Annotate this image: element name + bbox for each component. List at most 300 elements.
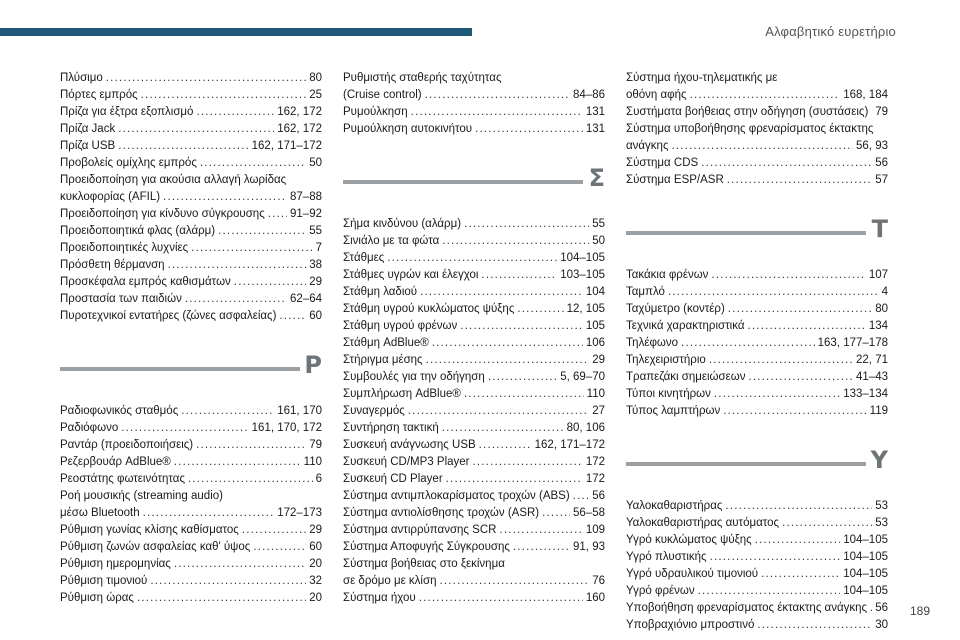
entry-term: Στήριγμα μέσης bbox=[343, 354, 423, 366]
dot-leader bbox=[279, 308, 306, 325]
entry-term: κυκλοφορίας (AFIL) bbox=[60, 191, 161, 203]
entry-page-ref: 163, 177–178 bbox=[817, 337, 888, 349]
index-entry bbox=[60, 291, 322, 308]
index-entry-continued: Προειδοποίηση για ακούσια αλλαγή λωρίδας bbox=[60, 174, 287, 186]
entry-page-ref: 91, 93 bbox=[573, 541, 605, 553]
section-bar bbox=[626, 462, 866, 466]
entry-page-ref: 119 bbox=[869, 405, 888, 417]
entry-term: Σύστημα αντιμπλοκαρίσματος τροχών (ABS) bbox=[343, 490, 570, 502]
index-entry bbox=[60, 308, 322, 325]
entry-list bbox=[60, 70, 322, 325]
index-entry bbox=[60, 454, 322, 471]
dot-leader bbox=[755, 532, 841, 549]
dot-leader bbox=[728, 301, 872, 318]
entry-term: Ραντάρ (προειδοποιήσεις) bbox=[60, 439, 194, 451]
dot-leader bbox=[411, 104, 583, 121]
dot-leader bbox=[488, 369, 557, 386]
index-entry-continued: Σύστημα βοήθειας στο ξεκίνημα bbox=[343, 558, 505, 570]
dot-leader bbox=[200, 155, 306, 172]
entry-term: Στάθμη υγρού φρένων bbox=[343, 320, 458, 332]
entry-page-ref: 162, 171–172 bbox=[534, 439, 605, 451]
dot-leader bbox=[473, 454, 583, 471]
index-entry bbox=[343, 505, 605, 522]
entry-term: Πρίζα USB bbox=[60, 140, 116, 152]
entry-term: Ρύθμιση τιμονιού bbox=[60, 575, 148, 587]
entry-page-ref: 56 bbox=[875, 157, 888, 169]
entry-term: Πρόσθετη θέρμανση bbox=[60, 259, 165, 271]
index-entry bbox=[343, 369, 605, 386]
dot-leader bbox=[168, 257, 307, 274]
entry-term: Σύστημα ESP/ASR bbox=[626, 174, 724, 186]
entry-page-ref: 172 bbox=[585, 473, 605, 485]
entry-term: Τραπεζάκι σημειώσεων bbox=[626, 371, 746, 383]
index-entry bbox=[343, 386, 605, 403]
index-entry bbox=[626, 549, 888, 566]
index-entry bbox=[343, 216, 605, 233]
index-entry bbox=[343, 267, 605, 284]
dot-leader bbox=[761, 566, 840, 583]
dot-leader bbox=[517, 301, 563, 318]
entry-page-ref: 91–92 bbox=[290, 208, 322, 220]
section-bar bbox=[343, 180, 583, 184]
page-header-title: Αλφαβητικό ευρετήριο bbox=[765, 24, 896, 39]
dot-leader bbox=[542, 505, 570, 522]
index-entry bbox=[60, 87, 322, 104]
entry-term: Ταχύμετρο (κοντέρ) bbox=[626, 303, 725, 315]
index-entry bbox=[626, 498, 888, 515]
index-entry bbox=[60, 155, 322, 172]
entry-term: Ρυμούλκηση αυτοκινήτου bbox=[343, 123, 473, 135]
dot-leader bbox=[442, 420, 564, 437]
index-entry bbox=[60, 223, 322, 240]
entry-term: Τηλεχειριστήριο bbox=[626, 354, 706, 366]
index-entry bbox=[343, 454, 605, 471]
entry-page-ref: 106 bbox=[585, 337, 605, 349]
entry-term: (Cruise control) bbox=[343, 89, 422, 101]
index-entry bbox=[626, 617, 888, 634]
index-entry bbox=[60, 240, 322, 257]
dot-leader bbox=[714, 386, 840, 403]
entry-page-ref: 56–58 bbox=[573, 507, 605, 519]
entry-list bbox=[626, 267, 888, 420]
dot-leader bbox=[513, 539, 570, 556]
entry-term: Υγρό κυκλώματος ψύξης bbox=[626, 534, 752, 546]
index-entry bbox=[60, 420, 322, 437]
entry-page-ref: 162, 172 bbox=[277, 106, 322, 118]
entry-term: Συσκευή CD/MP3 Player bbox=[343, 456, 470, 468]
dot-leader bbox=[782, 515, 872, 532]
entry-page-ref: 50 bbox=[309, 157, 322, 169]
dot-leader bbox=[121, 420, 248, 437]
entry-page-ref: 104–105 bbox=[843, 585, 888, 597]
entry-term: Τεχνικά χαρακτηριστικά bbox=[626, 320, 745, 332]
entry-term: Ρύθμιση ημερομηνίας bbox=[60, 558, 171, 570]
index-entry bbox=[60, 539, 322, 556]
index-entry bbox=[343, 301, 605, 318]
index-entry-continued: Σύστημα υποβοήθησης φρεναρίσματος έκτακτης bbox=[626, 123, 874, 135]
section-divider bbox=[626, 436, 888, 498]
entry-term: Υαλοκαθαριστήρας bbox=[626, 500, 723, 512]
entry-page-ref: 131 bbox=[585, 123, 605, 135]
entry-page-ref: 110 bbox=[586, 388, 605, 400]
entry-page-ref: 56 bbox=[592, 490, 605, 502]
index-entry bbox=[60, 104, 322, 121]
entry-page-ref: 162, 172 bbox=[277, 123, 322, 135]
dot-leader bbox=[748, 318, 866, 335]
dot-leader bbox=[481, 267, 557, 284]
entry-term: Προβολείς ομίχλης εμπρός bbox=[60, 157, 197, 169]
index-entry bbox=[60, 573, 322, 590]
entry-term: οθόνη αφής bbox=[626, 89, 687, 101]
dot-leader bbox=[475, 121, 583, 138]
entry-term: Ρύθμιση ζωνών ασφαλείας καθ' ύψος bbox=[60, 541, 251, 553]
index-entry bbox=[626, 403, 888, 420]
entry-page-ref: 56, 93 bbox=[856, 140, 888, 152]
entry-page-ref: 79 bbox=[309, 439, 322, 451]
dot-leader bbox=[242, 522, 306, 539]
dot-leader bbox=[499, 522, 582, 539]
entry-term: Προειδοποιητικές λυχνίες bbox=[60, 242, 189, 254]
index-column-2 bbox=[343, 70, 605, 607]
index-entry bbox=[60, 121, 322, 138]
dot-leader bbox=[188, 471, 313, 488]
index-entry bbox=[60, 138, 322, 155]
entry-term: Σύστημα Αποφυγής Σύγκρουσης bbox=[343, 541, 510, 553]
entry-term: Συστήματα βοήθειας στην οδήγηση (συστάσεις) bbox=[626, 106, 869, 118]
dot-leader bbox=[681, 335, 815, 352]
entry-page-ref: 5, 69–70 bbox=[560, 371, 605, 383]
entry-page-ref: 104–105 bbox=[560, 252, 605, 264]
entry-page-ref: 84–86 bbox=[573, 89, 605, 101]
dot-leader bbox=[143, 505, 275, 522]
dot-leader bbox=[253, 539, 306, 556]
entry-term: Ρύθμιση ώρας bbox=[60, 592, 134, 604]
entry-term: Στάθμη υγρού κυκλώματος ψύξης bbox=[343, 303, 515, 315]
entry-page-ref: 80 bbox=[309, 72, 322, 84]
entry-page-ref: 27 bbox=[592, 405, 605, 417]
entry-term: Σύστημα αντιρρύπανσης SCR bbox=[343, 524, 497, 536]
section-letter: Τ bbox=[871, 215, 888, 243]
index-entry bbox=[60, 257, 322, 274]
entry-page-ref: 80 bbox=[875, 303, 888, 315]
entry-page-ref: 131 bbox=[585, 106, 605, 118]
index-entry bbox=[626, 155, 888, 172]
entry-term: Σύστημα ήχου bbox=[343, 592, 416, 604]
entry-term: Σήμα κινδύνου (αλάρμ) bbox=[343, 218, 462, 230]
entry-page-ref: 53 bbox=[875, 517, 888, 529]
entry-page-ref: 25 bbox=[309, 89, 322, 101]
entry-page-ref: 41–43 bbox=[856, 371, 888, 383]
index-entry bbox=[60, 274, 322, 291]
entry-list bbox=[343, 216, 605, 607]
index-entry bbox=[60, 522, 322, 539]
entry-term: Σύστημα αντιολίσθησης τροχών (ASR) bbox=[343, 507, 540, 519]
index-entry bbox=[626, 335, 888, 352]
index-entry bbox=[626, 267, 888, 284]
dot-leader bbox=[442, 233, 589, 250]
entry-term: Ρεοστάτης φωτεινότητας bbox=[60, 473, 185, 485]
section-divider bbox=[626, 205, 888, 267]
entry-page-ref: 104–105 bbox=[843, 551, 888, 563]
dot-leader bbox=[710, 549, 841, 566]
section-bar bbox=[60, 367, 300, 371]
entry-term: Συναγερμός bbox=[343, 405, 405, 417]
entry-term: Σύστημα CDS bbox=[626, 157, 699, 169]
entry-page-ref: 53 bbox=[875, 500, 888, 512]
entry-term: μέσω Bluetooth bbox=[60, 507, 140, 519]
index-entry bbox=[626, 566, 888, 583]
dot-leader bbox=[174, 556, 306, 573]
index-entry bbox=[343, 284, 605, 301]
entry-term: Πρίζα για έξτρα εξοπλισμό bbox=[60, 106, 194, 118]
index-entry bbox=[343, 352, 605, 369]
index-entry bbox=[60, 437, 322, 454]
entry-list bbox=[626, 70, 888, 189]
entry-term: Πρίζα Jack bbox=[60, 123, 116, 135]
dot-leader bbox=[690, 87, 841, 104]
entry-page-ref: 172 bbox=[585, 456, 605, 468]
entry-list bbox=[60, 403, 322, 607]
entry-term: Προειδοποίηση για κίνδυνο σύγκρουσης bbox=[60, 208, 265, 220]
entry-page-ref: 76 bbox=[592, 575, 605, 587]
entry-term: Ραδιοφωνικός σταθμός bbox=[60, 405, 179, 417]
entry-term: Ρεζερβουάρ AdBlue® bbox=[60, 456, 171, 468]
dot-leader bbox=[408, 403, 589, 420]
index-entry bbox=[626, 352, 888, 369]
dot-leader bbox=[196, 104, 274, 121]
index-entry bbox=[626, 583, 888, 600]
entry-page-ref: 56 bbox=[875, 602, 888, 614]
dot-leader bbox=[725, 498, 872, 515]
dot-leader bbox=[701, 155, 872, 172]
index-entry bbox=[343, 250, 605, 267]
dot-leader bbox=[181, 403, 274, 420]
entry-page-ref: 20 bbox=[309, 592, 322, 604]
entry-page-ref: 104 bbox=[585, 286, 605, 298]
entry-page-ref: 60 bbox=[309, 541, 322, 553]
entry-term: Στάθμη AdBlue® bbox=[343, 337, 429, 349]
entry-page-ref: 20 bbox=[309, 558, 322, 570]
entry-page-ref: 22, 71 bbox=[856, 354, 888, 366]
index-entry bbox=[626, 301, 888, 318]
entry-page-ref: 7 bbox=[315, 242, 322, 254]
entry-term: Στάθμη λαδιού bbox=[343, 286, 418, 298]
dot-leader bbox=[723, 403, 866, 420]
entry-page-ref: 105 bbox=[585, 320, 605, 332]
entry-page-ref: 50 bbox=[592, 235, 605, 247]
entry-term: Σινιάλο με τα φώτα bbox=[343, 235, 440, 247]
entry-term: Συμβουλές για την οδήγηση bbox=[343, 371, 485, 383]
dot-leader bbox=[439, 573, 589, 590]
dot-leader bbox=[460, 318, 583, 335]
section-letter: Υ bbox=[870, 446, 888, 474]
entry-page-ref: 79 bbox=[875, 106, 888, 118]
index-entry bbox=[343, 573, 605, 590]
dot-leader bbox=[711, 267, 865, 284]
dot-leader bbox=[174, 454, 301, 471]
section-letter: Σ bbox=[588, 164, 605, 192]
index-entry bbox=[60, 70, 322, 87]
index-entry bbox=[343, 318, 605, 335]
index-entry bbox=[343, 522, 605, 539]
dot-leader bbox=[748, 369, 853, 386]
entry-page-ref: 161, 170 bbox=[277, 405, 322, 417]
entry-page-ref: 109 bbox=[585, 524, 605, 536]
dot-leader bbox=[479, 437, 532, 454]
dot-leader bbox=[234, 274, 306, 291]
dot-leader bbox=[672, 138, 854, 155]
dot-leader bbox=[137, 590, 306, 607]
entry-page-ref: 32 bbox=[309, 575, 322, 587]
dot-leader bbox=[196, 437, 306, 454]
entry-page-ref: 168, 184 bbox=[843, 89, 888, 101]
entry-page-ref: 104–105 bbox=[843, 534, 888, 546]
dot-leader bbox=[464, 386, 584, 403]
index-entry bbox=[626, 284, 888, 301]
dot-leader bbox=[426, 352, 590, 369]
entry-page-ref: 55 bbox=[309, 225, 322, 237]
section-bar bbox=[626, 231, 866, 235]
index-entry bbox=[60, 471, 322, 488]
dot-leader bbox=[432, 335, 583, 352]
entry-term: Πόρτες εμπρός bbox=[60, 89, 138, 101]
index-entry bbox=[626, 532, 888, 549]
entry-page-ref: 87–88 bbox=[290, 191, 322, 203]
entry-term: Τακάκια φρένων bbox=[626, 269, 709, 281]
dot-leader bbox=[185, 291, 287, 308]
index-entry-continued: Σύστημα ήχου-τηλεματικής με bbox=[626, 72, 778, 84]
entry-page-ref: 60 bbox=[309, 310, 322, 322]
entry-page-ref: 104–105 bbox=[843, 568, 888, 580]
index-entry bbox=[626, 138, 888, 155]
entry-term: Ρυμούλκηση bbox=[343, 106, 408, 118]
entry-term: Υγρό πλυστικής bbox=[626, 551, 707, 563]
index-entry bbox=[60, 206, 322, 223]
dot-leader bbox=[727, 172, 872, 189]
index-entry bbox=[343, 437, 605, 454]
section-letter: Ρ bbox=[304, 351, 322, 379]
entry-page-ref: 133–134 bbox=[843, 388, 888, 400]
entry-term: Προστασία των παιδιών bbox=[60, 293, 182, 305]
entry-term: Προσκέφαλα εμπρός καθισμάτων bbox=[60, 276, 231, 288]
entry-page-ref: 30 bbox=[875, 619, 888, 631]
entry-term: Τύπος λαμπτήρων bbox=[626, 405, 721, 417]
entry-page-ref: 57 bbox=[875, 174, 888, 186]
entry-page-ref: 62–64 bbox=[290, 293, 322, 305]
entry-term: Προειδοποιητικά φλας (αλάρμ) bbox=[60, 225, 216, 237]
dot-leader bbox=[709, 352, 853, 369]
index-entry bbox=[60, 556, 322, 573]
index-entry bbox=[60, 590, 322, 607]
dot-leader bbox=[268, 206, 287, 223]
dot-leader bbox=[118, 138, 248, 155]
index-entry bbox=[343, 420, 605, 437]
entry-page-ref: 162, 171–172 bbox=[251, 140, 322, 152]
index-entry bbox=[343, 87, 605, 104]
page-number: 189 bbox=[909, 604, 930, 618]
dot-leader bbox=[150, 573, 306, 590]
entry-page-ref: 103–105 bbox=[560, 269, 605, 281]
entry-term: Στάθμες υγρών και έλεγχοι bbox=[343, 269, 479, 281]
entry-term: Συσκευή CD Player bbox=[343, 473, 443, 485]
dot-leader bbox=[757, 617, 872, 634]
index-entry bbox=[626, 172, 888, 189]
index-entry bbox=[626, 369, 888, 386]
entry-term: ανάγκης bbox=[626, 140, 669, 152]
entry-page-ref: 6 bbox=[315, 473, 322, 485]
dot-leader bbox=[118, 121, 274, 138]
entry-term: Τύποι κινητήρων bbox=[626, 388, 711, 400]
index-column-3 bbox=[626, 70, 888, 634]
dot-leader bbox=[419, 590, 583, 607]
entry-page-ref: 161, 170, 172 bbox=[251, 422, 322, 434]
index-entry bbox=[626, 104, 888, 121]
entry-page-ref: 29 bbox=[309, 276, 322, 288]
entry-page-ref: 107 bbox=[868, 269, 888, 281]
index-entry bbox=[60, 505, 322, 522]
entry-term: Πλύσιμο bbox=[60, 72, 103, 84]
entry-page-ref: 38 bbox=[309, 259, 322, 271]
entry-term: Υποβραχιόνιο μπροστινό bbox=[626, 619, 755, 631]
index-entry bbox=[343, 121, 605, 138]
entry-term: Στάθμες bbox=[343, 252, 385, 264]
index-entry bbox=[343, 539, 605, 556]
dot-leader bbox=[668, 284, 879, 301]
dot-leader bbox=[425, 87, 570, 104]
entry-term: Υγρό φρένων bbox=[626, 585, 695, 597]
entry-page-ref: 29 bbox=[309, 524, 322, 536]
dot-leader bbox=[191, 240, 312, 257]
entry-term: Ρύθμιση γωνίας κλίσης καθίσματος bbox=[60, 524, 239, 536]
dot-leader bbox=[163, 189, 287, 206]
index-entry bbox=[343, 104, 605, 121]
entry-page-ref: 4 bbox=[881, 286, 888, 298]
entry-term: Πυροτεχνικοί εντατήρες (ζώνες ασφαλείας) bbox=[60, 310, 277, 322]
header-accent-bar bbox=[0, 28, 472, 36]
dot-leader bbox=[387, 250, 557, 267]
index-entry bbox=[626, 515, 888, 532]
index-entry bbox=[626, 600, 888, 617]
entry-page-ref: 110 bbox=[303, 456, 322, 468]
index-entry bbox=[343, 335, 605, 352]
dot-leader bbox=[141, 87, 307, 104]
index-entry bbox=[343, 403, 605, 420]
index-entry bbox=[60, 189, 322, 206]
entry-page-ref: 80, 106 bbox=[566, 422, 605, 434]
index-entry-continued: Ροή μουσικής (streaming audio) bbox=[60, 490, 223, 502]
entry-page-ref: 160 bbox=[585, 592, 605, 604]
entry-term: Συσκευή ανάγνωσης USB bbox=[343, 439, 476, 451]
entry-page-ref: 55 bbox=[592, 218, 605, 230]
index-entry bbox=[626, 386, 888, 403]
index-entry bbox=[626, 87, 888, 104]
dot-leader bbox=[698, 583, 841, 600]
entry-term: Συντήρηση τακτική bbox=[343, 422, 439, 434]
dot-leader bbox=[106, 70, 306, 87]
entry-term: Υαλοκαθαριστήρας αυτόματος bbox=[626, 517, 780, 529]
entry-term: Συμπλήρωση AdBlue® bbox=[343, 388, 461, 400]
index-entry bbox=[626, 318, 888, 335]
entry-page-ref: 29 bbox=[592, 354, 605, 366]
index-entry bbox=[343, 471, 605, 488]
index-entry-continued: Ρυθμιστής σταθερής ταχύτητας bbox=[343, 72, 502, 84]
dot-leader bbox=[446, 471, 583, 488]
dot-leader bbox=[871, 104, 872, 121]
entry-list bbox=[343, 70, 605, 138]
dot-leader bbox=[218, 223, 306, 240]
index-column-1 bbox=[60, 70, 322, 607]
index-entry bbox=[60, 403, 322, 420]
